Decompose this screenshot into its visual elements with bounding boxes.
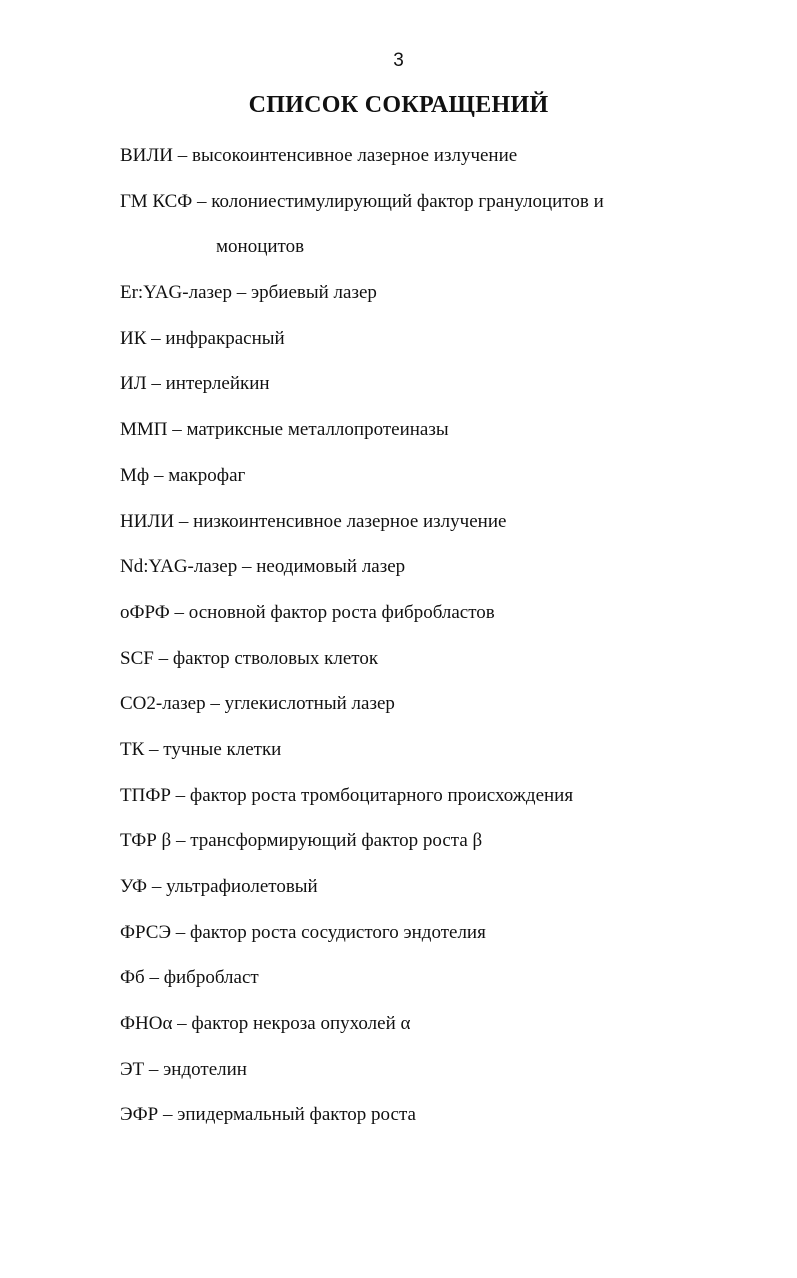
separator-dash: – (144, 1058, 164, 1080)
abbreviation-entry (120, 1011, 760, 1037)
separator-dash: – (169, 601, 189, 623)
abbreviation-term: ФНОα (120, 1013, 173, 1035)
abbreviation-term: оФРФ (120, 601, 170, 623)
separator-dash: – (205, 693, 225, 715)
abbreviation-entry (120, 280, 760, 306)
abbreviation-definition: эрбиевый лазер (250, 282, 377, 304)
page-title: СПИСОК СОКРАЩЕНИЙ (248, 92, 549, 118)
abbreviation-definition: колониестимулирующий фактор гранулоцитов и (211, 190, 604, 212)
separator-dash: – (144, 738, 164, 760)
abbreviation-term: ММП (120, 419, 168, 441)
abbreviation-entry (120, 509, 760, 535)
abbreviation-term: УФ (120, 876, 148, 897)
abbreviation-term: ВИЛИ (120, 145, 174, 166)
abbreviation-term: ЭТ (120, 1058, 145, 1080)
abbreviation-term: Фб (120, 967, 145, 989)
abbreviation-term: SCF (120, 647, 154, 669)
abbreviation-entry (120, 189, 760, 215)
abbreviation-definition: высокоинтенсивное лазерное излучение (192, 145, 518, 166)
abbreviation-definition: эндотелин (163, 1058, 247, 1080)
abbreviation-entry (120, 1057, 760, 1083)
abbreviation-entry (120, 737, 760, 763)
separator-dash: – (171, 921, 191, 943)
abbreviation-term: ТК (120, 738, 145, 760)
abbreviation-entry (120, 646, 760, 672)
abbreviation-definition: фактор стволовых клеток (172, 647, 379, 669)
separator-dash: – (172, 1013, 192, 1035)
abbreviation-definition: неодимовый лазер (256, 556, 406, 578)
abbreviation-entry (120, 874, 760, 900)
separator-dash: – (167, 419, 187, 441)
abbreviation-entry (120, 143, 760, 169)
abbreviation-definition: трансформирующий фактор роста β (190, 830, 483, 852)
abbreviation-entry (120, 417, 760, 443)
abbreviation-definition: основной фактор роста фибробластов (188, 601, 495, 623)
abbreviation-definition: инфракрасный (165, 327, 285, 349)
separator-dash: – (192, 190, 212, 212)
separator-dash: – (237, 556, 257, 578)
abbreviation-entry (120, 326, 760, 352)
abbreviation-term: ФРСЭ (120, 921, 172, 943)
abbreviation-definition: матриксные металлопротеиназы (186, 419, 449, 441)
abbreviation-entry (120, 920, 760, 946)
abbreviation-term: ТПФР (120, 784, 171, 806)
abbreviation-term: ГМ КСФ (120, 190, 193, 212)
abbreviation-definition: фактор некроза опухолей α (191, 1013, 411, 1035)
separator-dash: – (171, 830, 191, 852)
abbreviation-entry (120, 691, 760, 717)
abbreviation-term: Nd:YAG-лазер (120, 556, 238, 578)
abbreviation-term: ТФР β (120, 830, 172, 852)
abbreviation-definition: макрофаг (168, 464, 246, 486)
abbreviation-entry (120, 828, 760, 854)
abbreviation-entry (120, 1102, 760, 1128)
abbreviation-entry (120, 371, 760, 397)
abbreviation-term: Er:YAG-лазер (120, 282, 232, 304)
separator-dash: – (146, 373, 166, 395)
separator-dash: – (153, 647, 173, 669)
abbreviation-list (120, 143, 760, 1148)
separator-dash: – (147, 876, 167, 897)
abbreviation-definition: тучные клетки (163, 738, 282, 760)
abbreviation-definition: интерлейкин (165, 373, 270, 395)
separator-dash: – (170, 784, 190, 806)
abbreviation-term: ИЛ (120, 373, 147, 395)
abbreviation-definition: фибробласт (163, 967, 259, 989)
separator-dash: – (144, 967, 164, 989)
abbreviation-entry (120, 463, 760, 489)
abbreviation-entry (120, 600, 760, 626)
separator-dash: – (158, 1104, 178, 1126)
abbreviation-definition: фактор роста сосудистого эндотелия (190, 921, 486, 943)
separator-dash: – (173, 145, 193, 166)
separator-dash: – (146, 327, 166, 349)
abbreviation-term: ИК (120, 327, 147, 349)
separator-dash: – (231, 282, 251, 304)
abbreviation-entry (120, 965, 760, 991)
abbreviation-definition: ультрафиолетовый (166, 876, 318, 897)
abbreviation-term: ЭФР (120, 1104, 159, 1126)
abbreviation-entry (120, 554, 760, 580)
abbreviation-definition: углекислотный лазер (224, 693, 395, 715)
separator-dash: – (174, 510, 194, 532)
abbreviation-term: НИЛИ (120, 510, 175, 532)
abbreviation-definition-continuation: моноцитов (216, 236, 305, 258)
abbreviation-continuation (120, 234, 760, 260)
page-number: 3 (393, 50, 404, 71)
abbreviation-term: СО2-лазер (120, 693, 206, 715)
separator-dash: – (149, 464, 169, 486)
abbreviation-definition: фактор роста тромбоцитарного происхождения (189, 784, 574, 806)
abbreviation-term: Мф (120, 464, 150, 486)
abbreviation-definition: эпидермальный фактор роста (177, 1104, 416, 1126)
abbreviation-definition: низкоинтенсивное лазерное излучение (193, 510, 507, 532)
abbreviation-entry (120, 783, 760, 809)
